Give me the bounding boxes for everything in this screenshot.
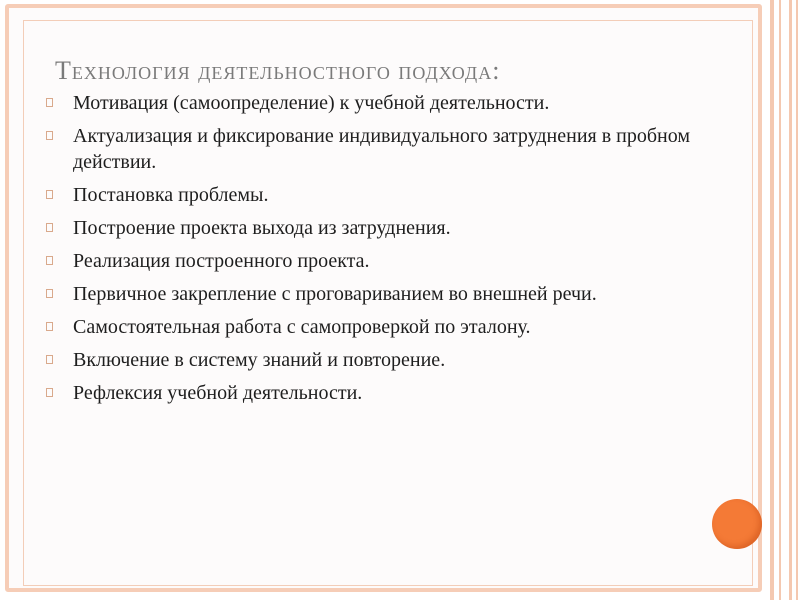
bullet-icon — [46, 190, 53, 199]
decorative-stripe — [779, 0, 781, 600]
list-item-text: Рефлексия учебной деятельности. — [73, 382, 363, 404]
orange-circle-decoration — [712, 499, 762, 549]
list-item — [42, 90, 742, 116]
bullet-list — [42, 90, 742, 413]
decorative-stripe — [796, 0, 798, 600]
bullet-icon — [46, 131, 53, 140]
decorative-stripe — [770, 0, 774, 600]
list-item-text: Самостоятельная работа с самопроверкой по эталону. — [73, 316, 531, 338]
list-item — [42, 182, 742, 208]
list-item-text: Актуализация и фиксирование индивидуального затруднения в пробном действии. — [73, 125, 691, 173]
list-item — [42, 380, 742, 406]
bullet-icon — [46, 355, 53, 364]
list-item-text: Включение в систему знаний и повторение. — [73, 349, 446, 371]
list-item-text: Реализация построенного проекта. — [73, 250, 370, 272]
list-item — [42, 281, 742, 307]
bullet-icon — [46, 388, 53, 397]
list-item-text: Постановка проблемы. — [73, 184, 269, 206]
list-item-text: Мотивация (самоопределение) к учебной деятельности. — [73, 92, 550, 114]
bullet-icon — [46, 98, 53, 107]
slide-title: Технология деятельностного подхода: — [55, 56, 501, 85]
list-item — [42, 248, 742, 274]
bullet-icon — [46, 289, 53, 298]
list-item — [42, 314, 742, 340]
bullet-icon — [46, 322, 53, 331]
bullet-icon — [46, 256, 53, 265]
list-item-text: Первичное закрепление с проговариванием во внешней речи. — [73, 283, 597, 305]
list-item — [42, 215, 742, 241]
bullet-icon — [46, 223, 53, 232]
decorative-stripe — [789, 0, 792, 600]
list-item-text: Построение проекта выхода из затруднения. — [73, 217, 451, 239]
list-item — [42, 347, 742, 373]
list-item — [42, 123, 742, 175]
